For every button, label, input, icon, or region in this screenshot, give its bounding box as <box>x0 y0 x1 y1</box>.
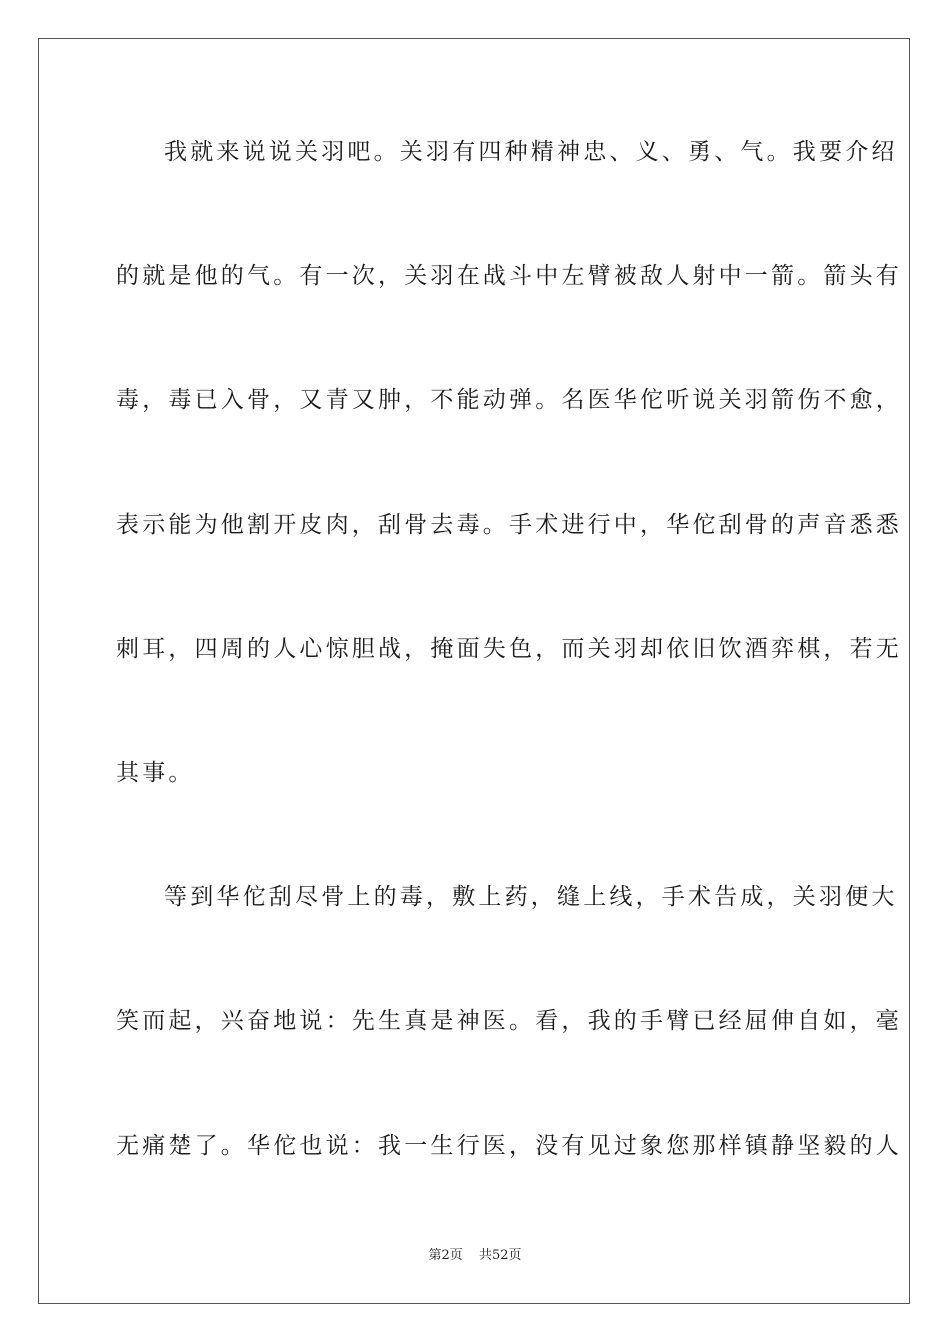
text-line: 毒，毒已入骨，又青又肿，不能动弹。名医华佗听说关羽箭伤不愈， <box>116 387 902 413</box>
text-line: 其事。 <box>116 760 195 786</box>
text-line: 我就来说说关羽吧。关羽有四种精神忠、义、勇、气。我要介绍 <box>164 139 898 165</box>
text-line: 表示能为他割开皮肉，刮骨去毒。手术进行中，华佗刮骨的声音悉悉 <box>116 512 902 538</box>
text-line: 无痛楚了。华佗也说：我一生行医，没有见过象您那样镇静坚毅的人 <box>116 1133 902 1159</box>
text-line: 等到华佗刮尽骨上的毒，敷上药，缝上线，手术告成，关羽便大 <box>164 884 898 910</box>
page-border <box>38 38 910 1304</box>
text-line: 的就是他的气。有一次，关羽在战斗中左臂被敌人射中一箭。箭头有 <box>116 263 902 289</box>
text-line: 笑而起，兴奋地说：先生真是神医。看，我的手臂已经屈伸自如，毫 <box>116 1008 902 1034</box>
page-footer <box>0 1244 950 1263</box>
page-number: 第2页 <box>428 1248 463 1263</box>
page-total: 共52页 <box>478 1248 522 1263</box>
text-line: 刺耳，四周的人心惊胆战，掩面失色，而关羽却依旧饮酒弈棋，若无 <box>116 636 902 662</box>
